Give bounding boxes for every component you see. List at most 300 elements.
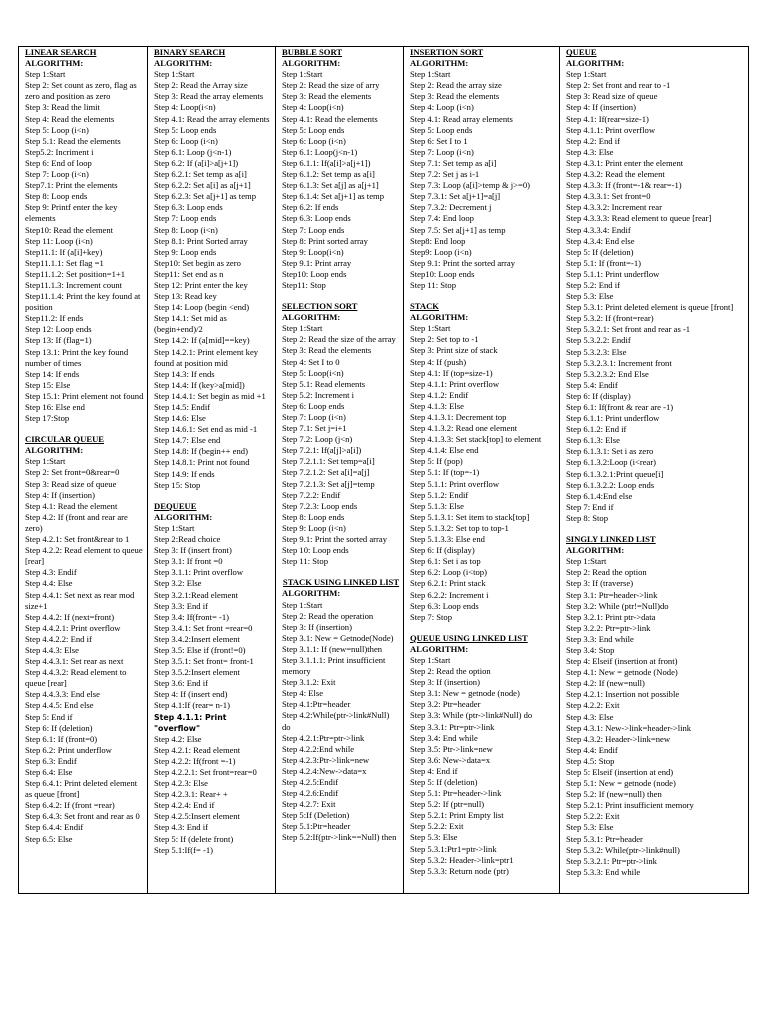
step-line: Step 6.3: Endif	[25, 755, 77, 766]
step-line: Step 3.3.1: Ptr=ptr->link	[410, 721, 495, 732]
step-line: Step 5.1: New = getnode (node)	[566, 778, 676, 789]
step-line: Step 4.4.2.1: Print overflow	[25, 622, 121, 633]
algorithm-label: ALGORITHM:	[566, 58, 625, 69]
step-line: Step 5.2.1: Print insufficient memory	[566, 800, 694, 811]
step-line: Step 5.2: Increment i	[282, 389, 355, 400]
section-singly-linked-list	[566, 534, 745, 878]
step-line: Step 4.1: New = getnode (Node)	[566, 667, 678, 678]
step-line: Step 5.2: End if	[566, 279, 620, 290]
step-line: Step 5: End if	[25, 711, 73, 722]
step-line: Step 6.3: Loop ends	[410, 600, 479, 611]
step-line: Step 6.1.4: Set a[j+1] as temp	[282, 191, 384, 202]
step-line: Step 6.2.3: Set a[j+1] as temp	[154, 191, 256, 202]
section-title: STACK USING LINKED LIST	[282, 577, 400, 588]
step-line: Step 7.2.1.2: Set a[i]=a[j]	[282, 467, 370, 478]
step-line: Step 5.2: If (ptr=null)	[410, 799, 485, 810]
section-title: STACK	[410, 301, 439, 312]
step-line: Step 4: Loop (i<n)	[410, 102, 474, 113]
step-line: Step 4: If (push)	[410, 356, 467, 367]
step-line: Step 7.3.2: Decrement j	[410, 202, 492, 213]
step-line: Step 5.3.2.3.2: End Else	[566, 368, 649, 379]
step-line: Step 5.1: Read the elements	[25, 135, 121, 146]
step-line: Step 6.4.3: Set front and rear as 0	[25, 811, 140, 822]
step-line: Step 14.8.1: Print not found	[154, 457, 250, 468]
step-line: Step 5.1.1: Print overflow	[410, 478, 500, 489]
step-line: Step 5.2.2: Exit	[566, 811, 620, 822]
step-line: Step 7.1: Set j=i+1	[282, 423, 347, 434]
step-line: Step 9.1: Print array	[282, 257, 352, 268]
section-title: DEQUEUE	[154, 500, 197, 511]
step-line: Step 1:Start	[566, 69, 607, 80]
step-line: Step 4.3.3: If (front=-1& rear=-1)	[566, 180, 682, 191]
step-line: Step 2: Read the operation	[282, 610, 374, 621]
step-line: Step 6.1: Loop(j<n-1)	[282, 146, 358, 157]
step-line: Step 2: Read the Array size	[154, 80, 248, 91]
step-line: Step 7: End if	[566, 501, 614, 512]
step-line: Step11.1.3: Increment count	[25, 279, 123, 290]
step-line: Step 2: Read the size of the array	[282, 334, 396, 345]
step-line: Step 9.1: Print the sorted array	[282, 534, 388, 545]
step-line: Step 6.4.4: Endif	[25, 822, 84, 833]
column-4	[404, 47, 560, 893]
step-line: Step 4.1.3.3: Set stack[top] to element	[410, 434, 542, 445]
step-line: Step 4.3.1: New->link=header->link	[566, 722, 692, 733]
step-line: Step 4.2.4: End if	[154, 800, 215, 811]
step-line: Step 7: Loop ends	[154, 213, 217, 224]
step-line: Step 4.1.4: Else end	[410, 445, 479, 456]
step-line: Step 3.4.1: Set front =rear=0	[154, 622, 253, 633]
step-line: Step 5.1.2: Endif	[410, 489, 469, 500]
step-line: Step 3: If (insertion)	[282, 621, 352, 632]
step-line: Step 14.2.1: Print element key found at position mid	[154, 346, 259, 368]
step-line: Step 5.1.3.2: Set top to top-1	[410, 522, 509, 533]
step-line: Step 1:Start	[410, 654, 451, 665]
step-line: Step 17:Stop	[25, 413, 70, 424]
step-line: Step 14.5: Endif	[154, 402, 211, 412]
step-line: Step 6.1: If (front=0)	[25, 733, 98, 744]
step-line: Step 14.1: Set mid as (begin+end)/2	[154, 313, 227, 335]
step-line: Step 6.2.2: Increment i	[410, 589, 489, 600]
step-line: Step 5.1.3: Else	[410, 500, 464, 511]
step-line: Step 4.3.3.1: Set front=0	[566, 191, 651, 202]
step-line: Step 4.1.3.1: Decrement top	[410, 412, 507, 422]
step-line: Step 5: If (deletion)	[410, 777, 478, 787]
step-line: Step 4: End if	[410, 765, 458, 776]
step-line: Step 8: Loop (i<n)	[154, 224, 218, 235]
step-line: Step 5: Loop (i<n)	[25, 124, 89, 135]
step-line: Step 8: Loop ends	[25, 191, 88, 202]
step-line: Step8: End loop	[410, 235, 466, 246]
step-line: Step 6: If (display)	[410, 545, 475, 556]
step-line: Step 5.1:Ptr=header	[282, 821, 351, 832]
step-line: Step 4: If (insertion)	[25, 489, 95, 500]
step-line: Step 7: Stop	[410, 611, 453, 622]
step-line: Step 4: Else	[282, 688, 324, 699]
step-line: Step 5.3.2.1: Ptr=ptr->link	[566, 855, 657, 866]
step-line: Step 6.1.3.2.2: Loop ends	[566, 479, 655, 490]
step-line: Step 14.2: If (a[mid]==key)	[154, 335, 250, 346]
section-title: LINEAR SEARCH	[25, 47, 97, 57]
step-line: Step 16: Else end	[25, 402, 85, 412]
step-line: Step 6.2.2: Set a[i] as a[j+1]	[154, 180, 251, 191]
step-line: Step 14.4: If (key>a[mid])	[154, 379, 245, 390]
step-line: Step 5: If (delete front)	[154, 833, 234, 844]
step-line: Step 4.3.2: Header->link=new	[566, 733, 671, 744]
algorithm-label: ALGORITHM:	[25, 445, 84, 456]
step-line: Step 5: Loop(i<n)	[282, 367, 344, 378]
step-line: Step 4: Set I to 0	[282, 356, 340, 367]
step-line: Step 6.1.3.2:Loop (i<rear)	[566, 457, 657, 468]
step-line: Step 7.1: Set temp as a[i]	[410, 157, 497, 168]
step-line: Step 3: Read the elements	[410, 91, 500, 102]
step-line: Step11.2: If ends	[25, 313, 84, 324]
step-line: Step 9: Printf enter the key elements	[25, 202, 118, 224]
step-line: Step 7.2: Loop (j<n)	[282, 434, 353, 445]
section-title: QUEUE	[566, 47, 597, 57]
step-line: Step 3.3: End if	[154, 600, 208, 611]
step-line: Step 3.5: Ptr->link=new	[410, 743, 493, 754]
step-line: Step 3.6: New->data=x	[410, 754, 491, 765]
step-line: Step 6.3: Loop ends	[282, 213, 351, 224]
step-line: Step 4.4.2.2: End if	[25, 633, 92, 644]
step-line: Step 3.1: If front =0	[154, 556, 223, 567]
step-line: Step 3.1.1.1: Print insufficient memory	[282, 654, 386, 677]
step-line: Step 6.1: Loop (j<n-1)	[154, 146, 232, 157]
step-line: Step 4.4.3: Else	[25, 644, 79, 655]
step-line: Step 5.1.1: Print underflow	[566, 268, 660, 279]
step-line: Step 1:Start	[282, 599, 323, 610]
step-line: Step 4.1: If(rear=size-1)	[566, 113, 649, 124]
step-line: Step 14.7: Else end	[154, 435, 221, 446]
step-line: Step 6.1: If(front & rear are -1)	[566, 402, 674, 412]
step-line: Step11.1.1: Set flag =1	[25, 257, 104, 268]
step-line: Step 7.2.1.1: Set temp=a[i]	[282, 456, 375, 467]
step-line: Step 1:Start	[282, 323, 323, 334]
step-line: Step 4.4: Endif	[566, 744, 618, 755]
step-line: Step 3: Read size of queue	[566, 91, 658, 102]
step-line: Step 4.2: If (front and rear are zero)	[25, 511, 128, 533]
step-line: Step 4.4.2: If (next=front)	[25, 611, 115, 622]
step-line: Step 9.1: Print the sorted array	[410, 257, 516, 268]
column-3	[276, 47, 404, 893]
step-line: Step 5.3.1:Ptr1=ptr->link	[410, 843, 497, 854]
step-line: Step 10: Loop ends	[282, 545, 349, 556]
step-line: Step 3.4.2:Insert element	[154, 633, 240, 644]
step-line: Step 3: Read size of queue	[25, 478, 117, 489]
step-line: Step 7.2.2: Endif	[282, 489, 341, 500]
step-line: Step 5.1: If (front=-1)	[566, 257, 642, 268]
step-line: Step 2: Read the option	[410, 666, 491, 677]
step-line: Step 4: Loop(i<n)	[154, 102, 216, 113]
step-line: Step 4.1.2: Endif	[410, 389, 469, 400]
step-line: Step 4: Loop(i<n)	[282, 102, 344, 113]
step-line: Step 6: Loop (i<n)	[154, 135, 218, 146]
section-dequeue	[154, 501, 272, 856]
step-line: Step 14.4.1: Set begin as mid +1	[154, 390, 266, 401]
section-bubble-sort	[282, 47, 400, 291]
section-title: SELECTION SORT	[282, 301, 358, 312]
step-line: Step 3: Read the elements	[282, 345, 372, 356]
step-line: Step 5.3.2.2: Endif	[566, 335, 631, 346]
step-line: Step 4.3.2: Read the element	[566, 169, 665, 180]
step-line: Step 4.3: Else	[566, 146, 614, 157]
step-line: Step 14.6: Else	[154, 413, 206, 424]
step-line: Step 6: If (deletion)	[25, 722, 93, 733]
step-line: Step 4: Read the elements	[25, 113, 115, 124]
step-line: Step 14.6.1: Set end as mid -1	[154, 424, 258, 435]
step-line: Step 4.3: End if	[154, 822, 208, 833]
step-line: Step 6.2: Loop (i<top)	[410, 567, 487, 578]
step-line: Step 3.5.1: Set front= front-1	[154, 656, 254, 667]
step-line: Step 14: Loop (begin <end)	[154, 302, 250, 313]
step-line: Step11: Stop	[282, 279, 326, 290]
step-line: Step 5: Loop ends	[154, 124, 217, 135]
step-line: Step 5: If (deletion)	[566, 246, 634, 257]
algorithm-label: ALGORITHM:	[282, 58, 341, 69]
step-line: Step10: Read the element	[25, 224, 114, 235]
step-line: Step 4.2.1:Ptr=ptr->link	[282, 732, 365, 743]
step-line: Step 4.2.2: If(front =-1)	[154, 755, 236, 766]
step-line: Step 3: If (traverse)	[566, 578, 634, 589]
step-line: Step 8: Loop ends	[282, 511, 345, 522]
step-line: Step 5.1.3.3: Else end	[410, 534, 485, 545]
step-line: Step 4.2: If (new=null)	[566, 678, 645, 689]
step-line: Step 8: Stop	[566, 512, 609, 523]
step-line: Step 2:Read choice	[154, 534, 221, 545]
step-line: Step 3.1.2: Exit	[282, 677, 336, 688]
step-line: Step 2: Read the size of arry	[282, 80, 380, 91]
step-line: Step 14.8: If (begin++ end)	[154, 446, 248, 457]
step-line: Step 1:Start	[410, 69, 451, 80]
step-line: Step 3.2.2: Ptr=ptr->link	[566, 622, 651, 633]
step-line: Step 11: Stop	[410, 279, 456, 290]
step-line: Step 6.1.4:End else	[566, 490, 633, 501]
step-line: Step 4.1.1: Print overflow	[410, 378, 500, 389]
step-line: Step 6: End of loop	[25, 157, 92, 168]
algorithm-label: ALGORITHM:	[410, 58, 469, 69]
step-line: Step 7.5: Set a[j+1] as temp	[410, 224, 506, 235]
step-line: Step 15: Else	[25, 379, 71, 390]
step-line: Step 6.1.2: Set temp as a[i]	[282, 169, 375, 180]
step-line: Step 3.2: Ptr=header	[410, 699, 481, 710]
step-line: Step 5: If (pop)	[410, 456, 463, 467]
algorithm-label: ALGORITHM:	[566, 545, 625, 556]
step-line: Step 4: If (insert end)	[154, 689, 228, 700]
algorithm-sheet	[18, 46, 749, 894]
step-line: Step 6: If (display)	[566, 390, 631, 401]
step-line: Step 2: Set count as zero, flag as zero and position as zero	[25, 80, 137, 102]
step-line: Step 4.2:While(ptr->link#Null) do	[282, 710, 390, 732]
step-line: Step 1:Start	[25, 69, 66, 80]
step-line: Step 5.1: Read elements	[282, 378, 366, 389]
column-1	[19, 47, 148, 893]
step-line: Step 1:Start	[282, 69, 323, 80]
step-line: Step 9: Loop ends	[154, 246, 217, 257]
step-line: Step 3.1: New = Getnode(Node)	[282, 632, 394, 643]
step-line: Step 6: Loop (i<n)	[282, 135, 346, 146]
step-line: Step 5.2.1: Print Empty list	[410, 810, 504, 821]
step-line: Step 7: Loop ends	[282, 224, 345, 235]
step-line: Step 4.1.3: Else	[410, 400, 464, 411]
algorithm-label: ALGORITHM:	[410, 312, 469, 323]
step-line: Step 5.3: Else	[566, 822, 614, 833]
step-line: Step 3.2.1: Print ptr->data	[566, 611, 656, 622]
step-line: Step 5.2: If (new=null) then	[566, 789, 662, 800]
step-line: Step 6.3: Loop ends	[154, 202, 223, 213]
step-line: Step 9: Loop(i<n)	[282, 246, 344, 257]
step-line: Step 3.2.1:Read element	[154, 589, 239, 600]
section-queue-using-linked-list	[410, 633, 556, 877]
step-line: Step 4.2.1: Set front&rear to 1	[25, 534, 130, 545]
step-line: Step 4.2.1: Read element	[154, 744, 241, 755]
step-line: Step 3.1: Ptr=header->link	[566, 589, 658, 600]
step-line: Step 13.1: Print the key found number of times	[25, 346, 129, 368]
step-line: Step 6.1.1: Print underflow	[566, 413, 660, 424]
step-line: Step 5.3.3: Return node (ptr)	[410, 865, 509, 876]
step-line: Step 2: Read the array size	[410, 80, 502, 91]
step-line: Step 6.2.1: Print stack	[410, 578, 486, 589]
step-line: Step 7.2.1: If(a[j]>a[i])	[282, 445, 362, 456]
section-title: BUBBLE SORT	[282, 47, 343, 57]
step-line: Step 13: If (flag=1)	[25, 335, 92, 346]
step-line: Step 3.1: New = getnode (node)	[410, 688, 520, 699]
step-line: Step 4.1:Ptr=header	[282, 699, 351, 710]
step-line: Step 6.4.1: Print deleted element as queue [front]	[25, 778, 138, 800]
column-2	[148, 47, 276, 893]
step-line: Step 7.3.1: Set a[j+1]=a[j]	[410, 191, 501, 202]
step-line: Step 4.2: End if	[566, 135, 620, 146]
step-line: Step 2: Set front=0&rear=0	[25, 467, 120, 478]
step-line: Step 4.1: Read the array elements	[154, 113, 270, 124]
step-line: Step 3.4: If(front= -1)	[154, 611, 230, 622]
step-line: Step 5.3: Else	[566, 291, 614, 302]
step-line: Step 4.4.5: End else	[25, 700, 94, 711]
step-line: Step10: Set begin as zero	[154, 257, 241, 268]
step-line: Step 3: If (insert front)	[154, 545, 232, 556]
section-linear-search	[25, 47, 144, 424]
step-line: Step 4.4.3.2: Read element to queue [rear]	[25, 667, 127, 689]
step-line: Step 4.2.2.1: Set front=rear=0	[154, 767, 257, 777]
algorithm-label: ALGORITHM:	[154, 511, 213, 522]
step-line: Step 5.1.3.1: Set item to stack[top]	[410, 511, 530, 522]
algorithm-label: ALGORITHM:	[282, 312, 341, 323]
step-line: Step9: Loop (i<n)	[410, 246, 472, 257]
step-line: Step 4.2.2:End while	[282, 743, 355, 754]
step-line: Step 14: If ends	[25, 368, 80, 379]
algorithm-label: ALGORITHM:	[282, 588, 341, 599]
step-line: Step 2: Set front and rear to -1	[566, 80, 671, 91]
step-line: Step 3.3: End while	[566, 633, 634, 644]
step-line: Step 5.3.2.1: Set front and rear as -1	[566, 324, 691, 335]
step-line: Step10: Loop ends	[282, 268, 347, 279]
step-line: Step 5.3.1: Ptr=header	[566, 833, 643, 844]
step-line: Step 4.3.1: Print enter the element	[566, 157, 684, 168]
step-line: Step 6: Set I to 1	[410, 135, 468, 146]
step-line: Step 6.2.1: Set temp as a[i]	[154, 169, 247, 180]
step-line: Step 4.3.3.3: Read element to queue [rear]	[566, 213, 712, 224]
step-line: Step 1:Start	[154, 69, 195, 80]
step-line: Step 12: Print enter the key	[154, 279, 248, 290]
step-line: Step 6.1: Set i as top	[410, 556, 481, 567]
step-line: Step 5.3.3: End while	[566, 866, 641, 877]
step-line: Step 5.3.2.3.1: Increment front	[566, 357, 672, 368]
step-line: Step 4.3: Else	[566, 711, 614, 722]
step-line: Step 4.1.1: Print overflow	[566, 124, 656, 135]
step-line: Step 3: If (insertion)	[410, 677, 480, 688]
step-line: Step 5.2:If(ptr->link==Null) then	[282, 832, 397, 843]
step-line: Step 11: Loop (i<n)	[25, 235, 93, 246]
step-line: Step 7: Loop (i<n)	[282, 412, 346, 422]
step-line: Step 11: Stop	[282, 556, 328, 567]
step-line: Step 7.2.3: Loop ends	[282, 500, 358, 511]
step-line: Step 4.2.7: Exit	[282, 799, 336, 810]
step-line: Step 6.4.2: If (front =rear)	[25, 800, 115, 811]
step-line: Step 4.2.3:Ptr->link=new	[282, 754, 370, 765]
step-line: Step10: Loop ends	[410, 268, 475, 279]
step-line: Step 1:Start	[566, 556, 607, 567]
step-line: Step 5.3.2: If (front=rear)	[566, 313, 654, 324]
step-line: Step 5.4: Endif	[566, 379, 618, 390]
step-line: Step 4.1: Read the element	[25, 500, 118, 511]
step-line: Step 5.1: Ptr=header->link	[410, 788, 502, 799]
algorithm-label: ALGORITHM:	[25, 58, 84, 69]
step-line: Step 3.2: While (ptr!=Null)do	[566, 600, 669, 611]
step-line: Step 3.1.1: If (new=null)then	[282, 643, 383, 654]
step-line: Step 6: Loop ends	[282, 400, 345, 411]
step-line: Step 6.2: If ends	[282, 202, 339, 213]
step-line: Step 2: Set top to -1	[410, 334, 479, 345]
algorithm-label: ALGORITHM:	[154, 58, 213, 69]
step-line: Step 5: Loop ends	[410, 124, 473, 135]
step-line: Step5.2: Incriment i	[25, 146, 94, 157]
step-line: Step 6.2: Print underflow	[25, 744, 112, 755]
step-line: Step 4.2.5:Endif	[282, 777, 339, 787]
step-line: Step 4.2: Else	[154, 733, 202, 744]
step-line: Step11: Set end as n	[154, 268, 224, 279]
step-line: Step 7.2.1.3: Set a[j]=temp	[282, 478, 375, 489]
step-line: Step 5.3.2.3: Else	[566, 346, 627, 357]
section-title: INSERTION SORT	[410, 47, 484, 57]
step-line: Step 4.2.6:Endif	[282, 788, 339, 799]
step-line: Step 7.3: Loop (a[i]>temp & j>=0)	[410, 180, 531, 191]
step-line: Step 6.1.1: If(a[i]>a[j+1])	[282, 157, 371, 168]
step-line: Step 5:If (Deletion)	[282, 810, 350, 821]
step-line: Step 3.5: Else if (front!=0)	[154, 644, 246, 655]
step-line: Step 4.5: Stop	[566, 755, 615, 766]
section-insertion-sort	[410, 47, 556, 291]
step-line: Step 13: Read key	[154, 291, 217, 302]
section-circular-queue	[25, 434, 144, 844]
step-line: Step 7: Loop (i<n)	[25, 169, 89, 180]
step-line: Step 4.2.3.1: Rear+ +	[154, 789, 228, 800]
step-line: Step 14.9: If ends	[154, 468, 215, 479]
step-line: Step 3: Read the array elements	[154, 91, 264, 102]
step-line: Step 4.4.3.1: Set rear as next	[25, 656, 124, 667]
step-line: Step 4: If (insertion)	[566, 102, 636, 113]
section-queue	[566, 47, 745, 524]
step-line: Step 6.1.2: End if	[566, 424, 627, 435]
step-line: Step 3.4: Stop	[566, 644, 615, 655]
step-line: Step 4.4.3.3: End else	[25, 689, 100, 700]
step-line: Step 15.1: Print element not found	[25, 390, 144, 401]
step-line: Step 3.5.2:Insert element	[154, 667, 240, 678]
step-line: Step 3.6: End if	[154, 678, 208, 689]
section-title: QUEUE USING LINKED LIST	[410, 632, 528, 643]
step-line: Step 4.2.2: Read element to queue [rear]	[25, 545, 143, 567]
step-line: Step 1:Start	[410, 323, 451, 334]
step-line: Step 4.2.5:Insert element	[154, 811, 240, 822]
algorithm-label: ALGORITHM:	[410, 643, 469, 654]
